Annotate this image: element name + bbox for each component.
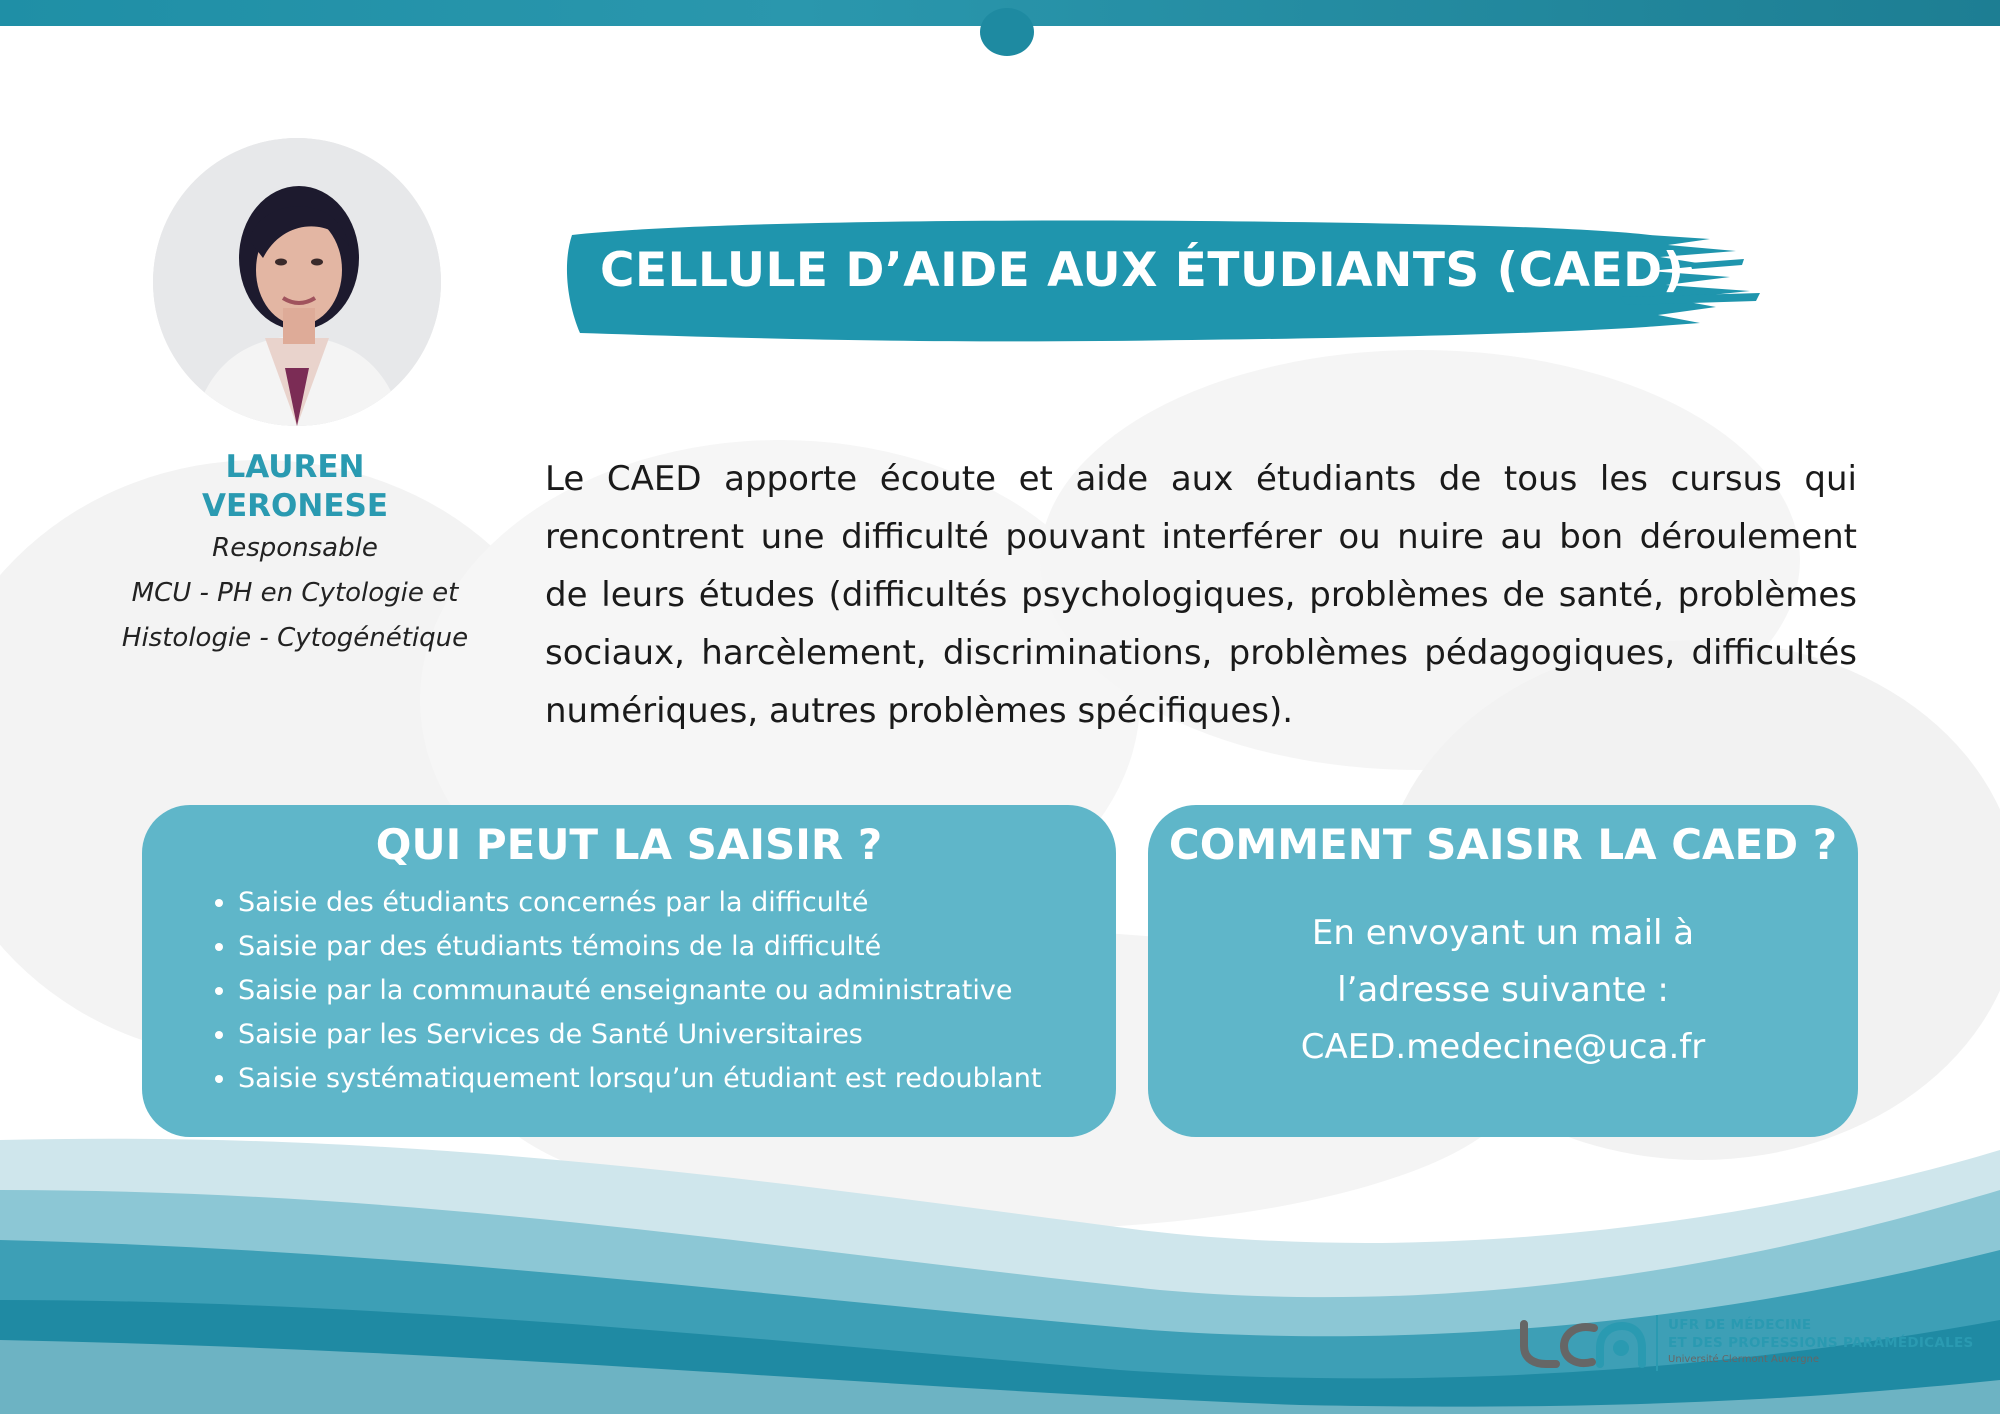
logo-line-2: ET DES PROFESSIONS PARAMÉDICALES [1668, 1335, 1974, 1351]
how-box-title: COMMENT SAISIR LA CAED ? [1168, 820, 1838, 869]
logo-divider [1656, 1315, 1658, 1371]
portrait-photo-icon [153, 138, 441, 426]
who-box-title: QUI PEUT LA SAISIR ? [375, 820, 883, 869]
uca-logo [1516, 1310, 1974, 1390]
person-block [90, 448, 500, 661]
list-item: • Saisie par les Services de Santé Universitaires [238, 1013, 1116, 1057]
who-box [142, 805, 1116, 1137]
who-list [142, 881, 1116, 1101]
list-item: • Saisie par la communauté enseignante ou administrative [238, 969, 1116, 1013]
person-role: Responsable [212, 533, 378, 563]
mail-line-1: En envoyant un mail à [1311, 913, 1695, 953]
intro-paragraph: Le CAED apporte écoute et aide aux étudiants de tous les cursus qui rencontrent une difficulté pouvant interférer ou nuire au bon déroulement de leurs études (difficultés psychologiques, problèmes de santé, problèmes sociaux, harcèlement, discriminations, problèmes pédagogiques, difficultés numériques, autres problèmes spécifiques). [545, 459, 1857, 731]
person-name: LAUREN VERONESE [201, 449, 388, 524]
list-item: • Saisie des étudiants concernés par la difficulté [238, 881, 1116, 925]
uca-logo-icon [1516, 1310, 1646, 1370]
avatar [153, 138, 441, 426]
logo-line-1: UFR DE MÉDECINE [1668, 1317, 1812, 1333]
list-item: • Saisie par des étudiants témoins de la difficulté [238, 925, 1116, 969]
email-address[interactable]: CAED.medecine@uca.fr [1300, 1027, 1706, 1067]
top-bar-knob [980, 8, 1034, 56]
mail-instructions [1148, 905, 1858, 1076]
list-item: • Saisie systématiquement lorsqu’un étudiant est redoublant [238, 1057, 1116, 1101]
logo-line-3: Université Clermont Auvergne [1668, 1354, 1820, 1365]
banner-title: CELLULE D’AIDE AUX ÉTUDIANTS (CAED) [600, 243, 1685, 298]
mail-line-2: l’adresse suivante : [1337, 970, 1669, 1010]
how-box [1148, 805, 1858, 1137]
person-title: MCU - PH en Cytologie et Histologie - Cytogénétique [121, 578, 469, 653]
